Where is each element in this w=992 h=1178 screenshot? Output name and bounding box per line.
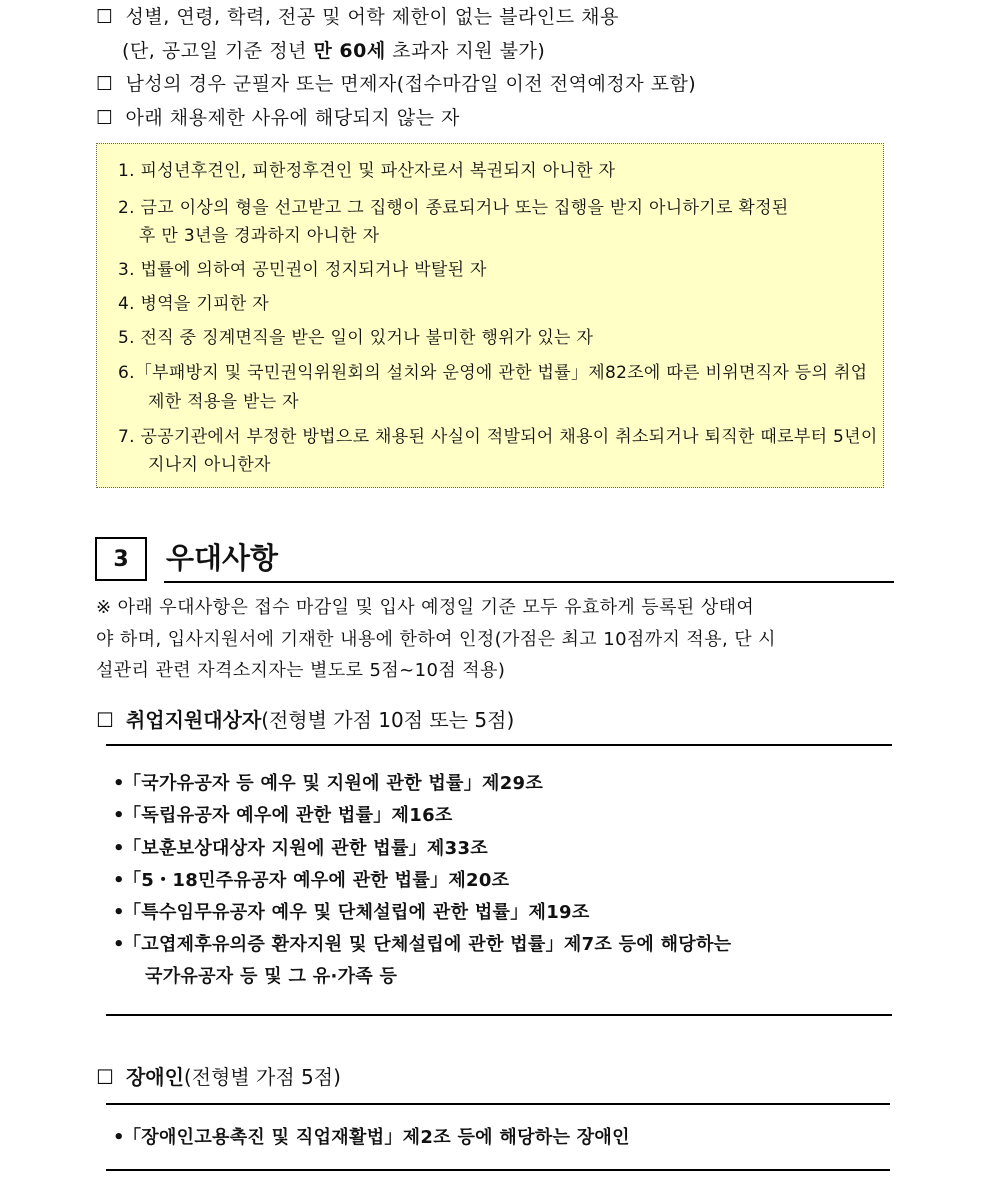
employment-support-title: 취업지원대상자 (125, 708, 262, 732)
checkbox-icon: ☐ (96, 73, 114, 95)
disabled-title: 장애인 (125, 1065, 184, 1089)
bullet-icon: • (113, 805, 125, 826)
restriction-item-7-cont: 지나지 아니한자 (148, 455, 271, 475)
section-number: 3 (95, 537, 147, 581)
note-line-1: ※ 아래 우대사항은 접수 마감일 및 입사 예정일 기준 모두 유효하게 등록된 상태여 (96, 597, 755, 618)
employment-support-heading (96, 705, 514, 735)
law-text: 「고엽제후유의증 환자지원 및 단체설립에 관한 법률」제7조 등에 해당하는 (123, 934, 732, 955)
restriction-item-7: 7. 공공기관에서 부정한 방법으로 채용된 사실이 적발되어 채용이 취소되거나 퇴직한 때로부터 5년이 (118, 427, 878, 447)
restriction-item-1: 1. 피성년후견인, 피한정후견인 및 파산자로서 복권되지 아니한 자 (118, 161, 616, 181)
eligibility-item-military (96, 71, 696, 97)
checkbox-icon: ☐ (96, 708, 114, 732)
restriction-item-2-cont: 후 만 3년을 경과하지 아니한 자 (139, 226, 380, 246)
law-item (113, 866, 509, 896)
law-text: 「5・18민주유공자 예우에 관한 법률」제20조 (123, 870, 510, 891)
law-item (113, 930, 731, 960)
law-item (113, 769, 543, 799)
bullet-icon: • (113, 902, 125, 923)
law-item (113, 1123, 630, 1153)
eligibility-item-blind (96, 4, 619, 30)
law-item-continuation: 국가유공자 등 및 그 유·가족 등 (145, 966, 398, 987)
eligibility-text: 성별, 연령, 학력, 전공 및 어학 제한이 없는 블라인드 채용 (125, 6, 619, 28)
bullet-icon: • (113, 838, 125, 859)
bullet-icon: • (113, 773, 125, 794)
disabled-bottom-rule (106, 1169, 890, 1171)
section-title: 우대사항 (166, 541, 279, 575)
age-note-suffix: 초과자 지원 불가) (385, 40, 546, 62)
restriction-item-3: 3. 법률에 의하여 공민권이 정지되거나 박탈된 자 (118, 260, 487, 280)
restriction-item-2: 2. 금고 이상의 형을 선고받고 그 집행이 종료되거나 또는 집행을 받지 아니하기로 확정된 (118, 198, 789, 218)
employment-top-rule (106, 744, 892, 746)
eligibility-text: 아래 채용제한 사유에 해당되지 않는 자 (125, 107, 460, 129)
law-text: 「독립유공자 예우에 관한 법률」제16조 (123, 805, 453, 826)
checkbox-icon: ☐ (96, 1065, 114, 1089)
checkbox-icon: ☐ (96, 107, 114, 129)
bullet-icon: • (113, 870, 125, 891)
employment-support-points: (전형별 가점 10점 또는 5점) (261, 708, 515, 732)
eligibility-item-restriction (96, 105, 460, 131)
restriction-item-6: 6.「부패방지 및 국민권익위원회의 설치와 운영에 관한 법률」제82조에 따른 비위면직자 등의 취업 (118, 363, 868, 383)
eligibility-text: 남성의 경우 군필자 또는 면제자(접수마감일 이전 전역예정자 포함) (125, 73, 697, 95)
law-text: 「특수임무유공자 예우 및 단체설립에 관한 법률」제19조 (123, 902, 590, 923)
restriction-item-4: 4. 병역을 기피한 자 (118, 294, 269, 314)
law-item (113, 801, 453, 831)
law-text: 「국가유공자 등 예우 및 지원에 관한 법률」제29조 (123, 773, 544, 794)
disabled-heading (96, 1062, 341, 1092)
law-item (113, 898, 590, 928)
restriction-item-5: 5. 전직 중 징계면직을 받은 일이 있거나 불미한 행위가 있는 자 (118, 328, 594, 348)
bullet-icon: • (113, 1127, 125, 1148)
disabled-points: (전형별 가점 5점) (183, 1065, 341, 1089)
age-note-bold: 만 60세 (313, 40, 386, 62)
employment-bottom-rule (106, 1014, 892, 1016)
note-line-3: 설관리 관련 자격소지자는 별도로 5점~10점 적용) (96, 660, 506, 681)
section-underline (164, 581, 894, 583)
checkbox-icon: ☐ (96, 6, 114, 28)
law-item (113, 834, 488, 864)
law-text: 「보훈보상대상자 지원에 관한 법률」제33조 (123, 838, 488, 859)
disabled-top-rule (106, 1103, 890, 1105)
bullet-icon: • (113, 934, 125, 955)
restriction-item-6-cont: 제한 적용을 받는 자 (148, 392, 299, 412)
law-text: 「장애인고용촉진 및 직업재활법」제2조 등에 해당하는 장애인 (123, 1127, 630, 1148)
eligibility-age-note (122, 38, 545, 64)
age-note-prefix: (단, 공고일 기준 정년 (122, 40, 314, 62)
note-line-2: 야 하며, 입사지원서에 기재한 내용에 한하여 인정(가점은 최고 10점까지 적용, 단 시 (96, 629, 776, 650)
